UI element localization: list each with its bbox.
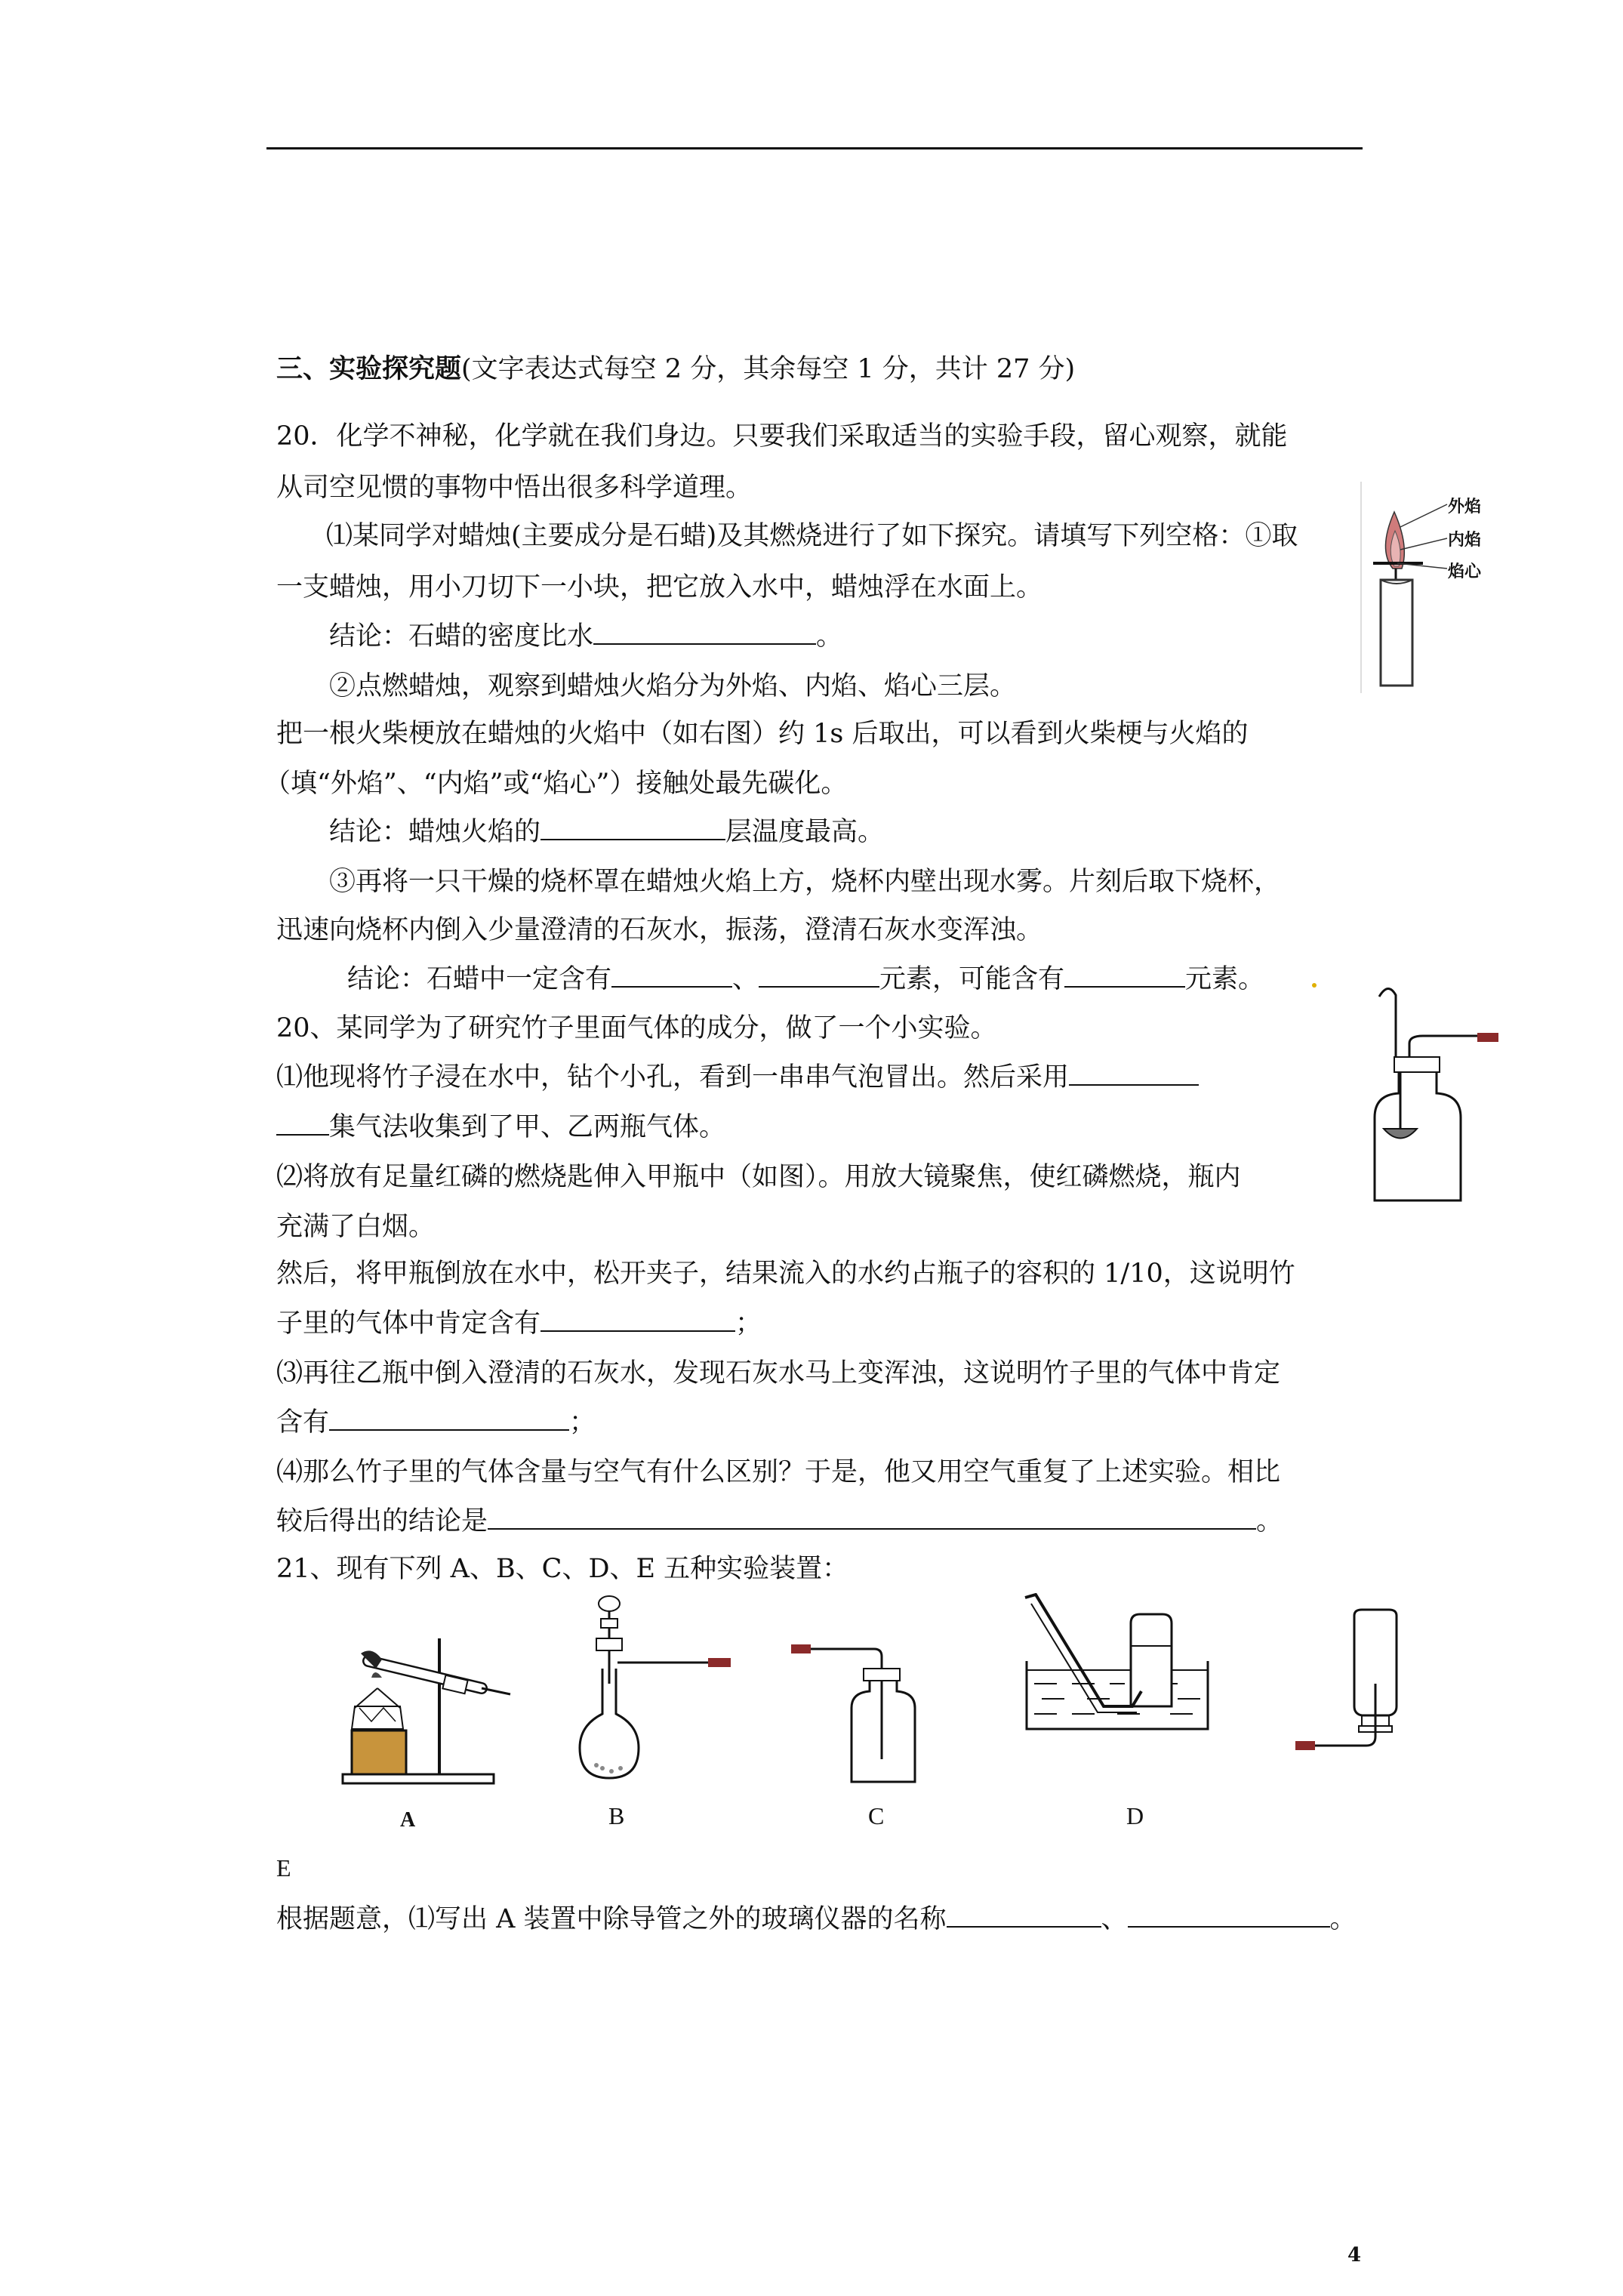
q20-line-9: 结论：蜡烛火焰的 层温度最高。 [329, 817, 885, 847]
q20-line-1: 20．化学不神秘，化学就在我们身边。只要我们采取适当的实验手段，留心观察，就能 [276, 421, 1288, 451]
gas-bottle-illustration [1370, 982, 1506, 1208]
q20-line-12: 结论：石蜡中一定含有 、 元素，可能含有 元素。 [347, 964, 1265, 994]
q20-line-3: ⑴某同学对蜡烛(主要成分是石蜡)及其燃烧进行了如下探究。请填写下列空格：①取 [326, 521, 1298, 551]
q20-line-11: 迅速向烧杯内倒入少量澄清的石灰水，振荡，澄清石灰水变浑浊。 [276, 915, 1043, 945]
q20b-line-8: ⑶再往乙瓶中倒入澄清的石灰水，发现石灰水马上变浑浊，这说明竹子里的气体中肯定 [276, 1358, 1281, 1388]
label-d: D [1126, 1802, 1144, 1829]
q20b-line-11: 较后得出的结论是 。 [276, 1506, 1283, 1536]
q20b-line-9: 含有 ； [276, 1407, 596, 1438]
label-a: A [400, 1808, 416, 1832]
apparatus-c [791, 1638, 919, 1789]
q20-line-6: ②点燃蜡烛，观察到蜡烛火焰分为外焰、内焰、焰心三层。 [329, 671, 1017, 701]
q20-line-2: 从司空见惯的事物中悟出很多科学道理。 [276, 473, 753, 503]
page-number: 4 [1347, 2244, 1362, 2267]
q20-line-8: （填“外焰”、“内焰”或“焰心”）接触处最先碳化。 [264, 769, 848, 799]
q20-line-4: 一支蜡烛，用小刀切下一小块，把它放入水中，蜡烛浮在水面上。 [276, 572, 1043, 603]
q21-line-2: 根据题意，⑴写出 A 装置中除导管之外的玻璃仪器的名称 、 。 [276, 1904, 1357, 1934]
q21-line-1: 21、现有下列 A、B、C、D、E 五种实验装置： [276, 1554, 849, 1584]
apparatus-c-drawing [791, 1638, 919, 1789]
apparatus-a [338, 1616, 519, 1789]
apparatus-b [574, 1593, 740, 1789]
q20b-line-10: ⑷那么竹子里的气体含量与空气有什么区别？于是，他又用空气重复了上述实验。相比 [276, 1457, 1281, 1487]
apparatus-d-drawing [1019, 1593, 1230, 1789]
section-heading: 三、实验探究题(文字表达式每空 2 分，其余每空 1 分，共计 27 分) [276, 354, 1076, 384]
header-rule [266, 147, 1363, 149]
apparatus-e [1283, 1608, 1419, 1797]
apparatus-e-drawing [1283, 1608, 1419, 1797]
gas-bottle-figure [1370, 982, 1506, 1208]
label-c: C [868, 1802, 885, 1829]
q20-line-10: ③再将一只干燥的烧杯罩在蜡烛火焰上方，烧杯内壁出现水雾。片刻后取下烧杯， [329, 867, 1281, 897]
apparatus-b-drawing [574, 1593, 740, 1789]
q20b-line-3: 集气法收集到了甲、乙两瓶气体。 [276, 1111, 725, 1144]
q20b-line-7: 子里的气体中肯定含有 ； [276, 1308, 762, 1339]
q20b-line-2: ⑴他现将竹子浸在水中，钻个小孔，看到一串串气泡冒出。然后采用 [276, 1061, 1199, 1094]
q20b-line-1: 20、某同学为了研究竹子里面气体的成分，做了一个小实验。 [276, 1013, 997, 1043]
label-outer-flame: 外焰 [1448, 497, 1482, 516]
candle-figure [1347, 474, 1498, 693]
label-flame-core: 焰心 [1448, 562, 1482, 581]
label-e: E [276, 1854, 291, 1881]
q20b-line-6: 然后，将甲瓶倒放在水中，松开夹子，结果流入的水约占瓶子的容积的 1/10，这说明竹 [276, 1259, 1295, 1289]
label-b: B [608, 1802, 625, 1829]
q20-line-5: 结论：石蜡的密度比水 。 [329, 621, 843, 652]
stray-dot [1312, 983, 1317, 988]
q20-line-7: 把一根火柴梗放在蜡烛的火焰中（如右图）约 1s 后取出，可以看到火柴梗与火焰的 [276, 719, 1249, 749]
q20b-line-4: ⑵将放有足量红磷的燃烧匙伸入甲瓶中（如图）。用放大镜聚焦，使红磷燃烧，瓶内 [276, 1162, 1241, 1192]
q20b-line-5: 充满了白烟。 [276, 1212, 436, 1242]
apparatus-d [1019, 1593, 1230, 1789]
apparatus-a-drawing [338, 1616, 519, 1789]
label-inner-flame: 内焰 [1448, 530, 1482, 549]
